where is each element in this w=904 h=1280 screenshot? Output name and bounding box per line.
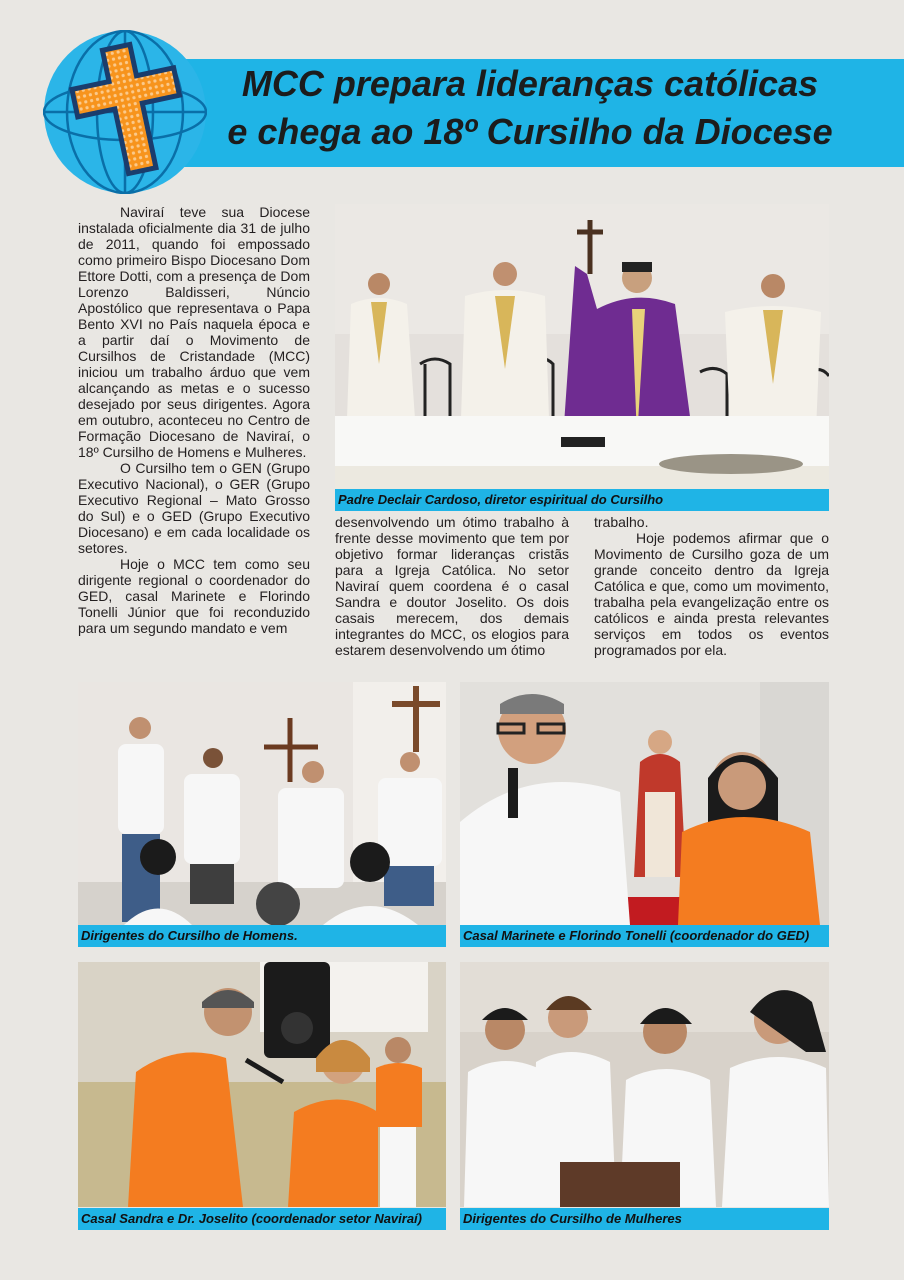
photo-couple-marinete-florindo [460,682,829,925]
article-paragraph: trabalho. [594,514,649,530]
mcc-cross-globe-logo [43,30,207,194]
caption-photo-4: Casal Sandra e Dr. Joselito (coordenador setor Naviraí) [78,1208,446,1230]
article-paragraph: Naviraí teve sua Diocese instalada oficialmente dia 31 de julho de 2011, quando foi empossado como primeiro Bispo Diocesano Dom Ettore Dotti, com a presença de Dom Lorenzo Baldisseri, Núncio Apostólico que representava o Papa Bento XVI no País naquela época e a partir daí o Movimento de Cursilhos de Cristandade (MCC) iniciou um trabalho árduo que vem alcançando as metas e o sucesso desejado por seus dirigentes. Agora em outubro, aconteceu no Centro de Formação Diocesano de Naviraí, o 18º Cursilho de Homens e Mulheres. [78,204,310,460]
article-paragraph: desenvolvendo um ótimo trabalho à frente desse movimento que tem por objetivo formar lideranças cristãs para a Igreja Católica. No setor Naviraí quem coordena é o casal Sandra e doutor Joselito. Os dois casais merecem, dos demais integrantes do MCC, os elogios para estarem desenvolvendo um ótimo [335,514,569,658]
caption-photo-3: Casal Marinete e Florindo Tonelli (coordenador do GED) [460,925,829,947]
caption-photo-2: Dirigentes do Cursilho de Homens. [78,925,446,947]
photo-priest-declair [335,204,829,489]
page-title [200,60,860,156]
article-paragraph: Hoje o MCC tem como seu dirigente regional o coordenador do GED, casal Marinete e Florindo Tonelli Júnior que foi reconduzido para um segundo mandato e vem [78,556,310,636]
article-column-1 [78,204,310,636]
article-column-2 [335,514,569,658]
title-line-1: MCC prepara lideranças católicas [241,63,819,104]
photo-mens-leaders [78,682,446,925]
article-column-3 [594,514,829,658]
caption-photo-5: Dirigentes do Cursilho de Mulheres [460,1208,829,1230]
photo-couple-sandra-joselito [78,962,446,1207]
article-paragraph: O Cursilho tem o GEN (Grupo Executivo Nacional), o GER (Grupo Executivo Regional – Mato Grosso do Sul) e o GED (Grupo Executivo Diocesano) e em cada localidade os setores. [78,460,310,556]
title-line-2: e chega ao 18º Cursilho da Diocese [227,111,833,152]
caption-photo-1: Padre Declair Cardoso, diretor espiritual do Cursilho [335,489,829,511]
article-paragraph: Hoje podemos afirmar que o Movimento de Cursilho goza de um grande conceito dentro da Igreja Católica e que, como um movimento, trabalha pela evangelização entre os católicos e ainda presta relevantes serviços em todos os eventos programados por ela. [594,530,829,658]
photo-womens-leaders [460,962,829,1207]
